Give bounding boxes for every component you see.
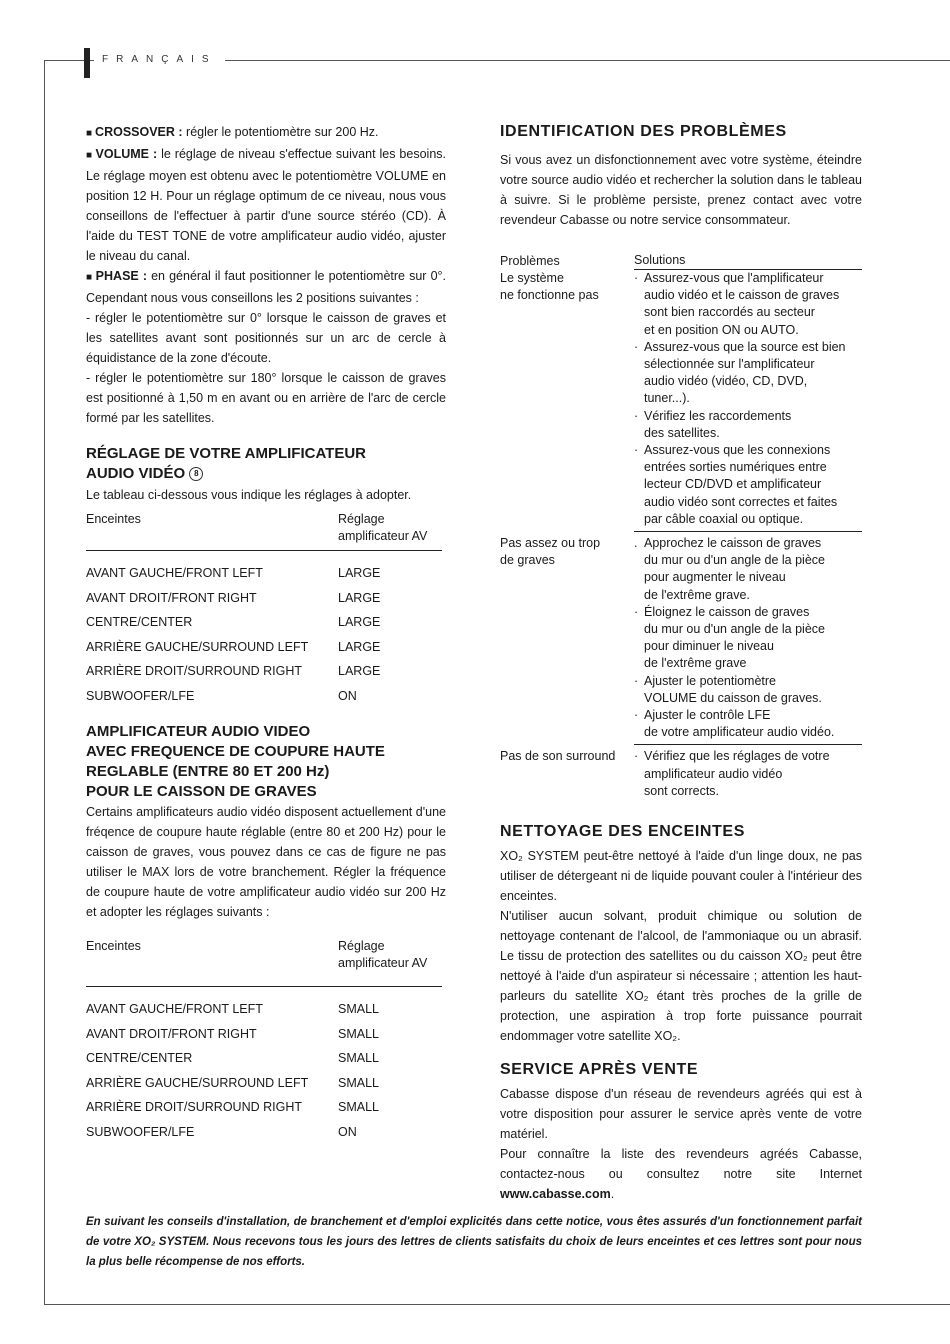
problem-line: Le système	[500, 270, 564, 285]
solution-line: audio vidéo sont correctes et faites	[644, 494, 838, 509]
troubleshooting-table	[500, 252, 862, 800]
table-row	[86, 610, 442, 635]
solution-line: Vérifiez que les réglages de votre	[644, 749, 830, 764]
solution-line: Ajuster le contrôle LFE	[644, 708, 771, 723]
section-title-line: POUR LE CAISSON DE GRAVES	[86, 783, 317, 800]
table-row	[500, 532, 862, 745]
speaker-name-cell: AVANT DROIT/FRONT RIGHT	[86, 590, 257, 605]
speaker-name-cell: SUBWOOFER/LFE	[86, 1124, 195, 1139]
square-bullet-icon: ■	[86, 150, 93, 161]
solution-item	[634, 604, 862, 673]
solution-item	[634, 673, 862, 707]
square-bullet-icon: ■	[86, 128, 93, 139]
solution-line: tuner...).	[644, 391, 690, 406]
setting-value-cell: SMALL	[338, 1075, 379, 1090]
table-row	[86, 1120, 442, 1145]
bullet-dot-icon: ·	[634, 271, 639, 285]
phase-line-2: - régler le potentiomètre sur 180° lorsque le caisson de graves est positionné à 1,50 m en avant ou en arrière de l'arc de cercle formé par les satellites.	[86, 371, 446, 425]
bullet-dot-icon: ·	[634, 673, 639, 688]
solution-line: Approchez le caisson de graves	[644, 536, 822, 551]
solution-line: Éloignez le caisson de graves	[644, 604, 810, 619]
speaker-name-cell: ARRIÈRE GAUCHE/SURROUND LEFT	[86, 639, 309, 654]
solution-line: Assurez-vous que l'amplificateur	[644, 271, 824, 285]
solution-text	[644, 673, 862, 707]
solution-item	[634, 339, 862, 408]
language-label: FRANÇAIS	[94, 49, 225, 71]
solution-text	[644, 339, 862, 408]
setting-value-cell: ON	[338, 1124, 357, 1139]
bullet-dot-icon: ·	[634, 708, 639, 723]
problem-line: de graves	[500, 552, 555, 567]
setting-value-cell: LARGE	[338, 639, 381, 654]
left-column	[86, 122, 446, 1144]
volume-text: le réglage de niveau s'effectue suivant les besoins. Le réglage moyen est obtenu avec le potentiomètre VOLUME en position 12 H. Pour un réglage optimum de ce niveau, nous vous conseillons de l'effectuer à partir d'une source stéréo (CD). À l'aide du TEST TONE de votre amplificateur audio vidéo, ajuster le niveau du canal.	[86, 147, 446, 263]
table-row	[86, 1071, 442, 1096]
setting-value-cell: LARGE	[338, 566, 381, 580]
solution-line: de l'extrême grave.	[644, 587, 750, 602]
table-header-setting	[338, 938, 442, 987]
table-header-setting	[338, 511, 442, 551]
solution-text	[644, 748, 862, 800]
speaker-name-cell: ARRIÈRE GAUCHE/SURROUND LEFT	[86, 1075, 309, 1090]
section-title-service: SERVICE APRÈS VENTE	[500, 1061, 699, 1079]
solution-line: Assurez-vous que la source est bien	[644, 339, 846, 354]
setting-value-cell: LARGE	[338, 664, 381, 678]
crossover-paragraph	[86, 122, 446, 144]
header-line: Réglage	[338, 512, 385, 526]
cleaning-paragraph-2: N'utiliser aucun solvant, produit chimique ou solution de nettoyage contenant de l'alcool, de l'ammoniaque ou un abrasif. Le tissu de protection des satellites ou du caisson XO₂ peut être nettoyé à l'aide d'un aspirateur si nécessaire ; attention les haut-parleurs du satellite XO₂ étant très proches de la grille de protection, une aspiration à trop forte puissance pourrait endommager votre satellite XO₂.	[500, 909, 862, 1044]
table-row	[86, 1022, 442, 1047]
square-bullet-icon: ■	[86, 272, 93, 283]
solution-line: et en position ON ou AUTO.	[644, 322, 799, 337]
table-header-speakers: Enceintes	[86, 512, 141, 526]
problem-line: ne fonctionne pas	[500, 287, 599, 302]
figure-ref-badge: 8	[189, 467, 203, 481]
table-header-speakers: Enceintes	[86, 939, 141, 953]
speaker-name-cell: CENTRE/CENTER	[86, 1051, 193, 1065]
solutions-cell	[634, 270, 862, 532]
table-row	[86, 1046, 442, 1071]
section-title-cleaning: NETTOYAGE DES ENCEINTES	[500, 823, 745, 841]
solution-text	[644, 408, 862, 442]
section-title-line: AMPLIFICATEUR AUDIO VIDEO	[86, 723, 311, 740]
problems-intro: Si vous avez un disfonctionnement avec votre système, éteindre votre source audio vidéo et rechercher la solution dans le tableau à suivre. Si le problème persiste, prenez contact avec votre revendeur Cabasse ou notre service consommateur.	[500, 153, 862, 227]
setting-value-cell: SMALL	[338, 1026, 379, 1041]
speaker-name-cell: CENTRE/CENTER	[86, 615, 193, 629]
solution-item	[634, 748, 862, 800]
solution-item	[634, 535, 862, 604]
solution-line: audio vidéo et le caisson de graves	[644, 288, 840, 303]
table-row	[86, 635, 442, 660]
page-frame-left	[44, 60, 45, 1304]
bullet-dot-icon: ·	[634, 339, 639, 354]
bullet-dot-icon: ·	[634, 443, 639, 458]
solution-item	[634, 408, 862, 442]
service-paragraph-1: Cabasse dispose d'un réseau de revendeurs agréés qui est à votre disposition pour assurer le service après vente de votre matériel.	[500, 1087, 862, 1142]
website-link[interactable]: www.cabasse.com	[500, 1187, 611, 1202]
solution-line: audio vidéo (vidéo, CD, DVD,	[644, 374, 808, 389]
section-title-line: RÉGLAGE DE VOTRE AMPLIFICATEUR	[86, 445, 367, 462]
solution-text	[644, 442, 862, 528]
solution-line: du mur ou d'un angle de la pièce	[644, 622, 825, 637]
setting-value-cell: LARGE	[338, 615, 381, 629]
service-paragraph-2	[500, 1144, 862, 1204]
service-text-end: .	[610, 1187, 615, 1202]
solution-line: par câble coaxial ou optique.	[644, 511, 804, 526]
solution-text	[644, 707, 862, 741]
solution-line: Vérifiez les raccordements	[644, 408, 792, 423]
service-text: Pour connaître la liste des revendeurs agréés Cabasse, contactez-nous ou consultez notre site Internet	[500, 1147, 862, 1182]
problem-cell	[500, 745, 634, 800]
table-row	[86, 586, 442, 611]
solutions-cell	[634, 532, 862, 745]
settings-table-small	[86, 938, 442, 1144]
problem-cell	[500, 532, 634, 745]
section-title-crossover-amp	[86, 722, 446, 802]
section-title-problems: IDENTIFICATION DES PROBLÈMES	[500, 123, 787, 140]
section1-intro: Le tableau ci-dessous vous indique les réglages à adopter.	[86, 488, 412, 502]
volume-paragraph	[86, 144, 446, 266]
volume-label: VOLUME :	[95, 147, 158, 161]
bullet-dot-icon: .	[634, 536, 638, 551]
phase-text: en général il faut positionner le potentiomètre sur 0°. Cependant nous vous conseillons les 2 positions suivantes :	[86, 269, 446, 305]
solution-line: lecteur CD/DVD et amplificateur	[644, 477, 822, 492]
solution-line: de l'extrême grave	[644, 656, 747, 671]
setting-value-cell: SMALL	[338, 1051, 379, 1065]
crossover-label: CROSSOVER :	[95, 125, 183, 139]
problem-line: Pas assez ou trop	[500, 535, 601, 550]
solution-line: des satellites.	[644, 425, 720, 440]
solution-line: sélectionnée sur l'amplificateur	[644, 357, 815, 372]
header-line: Réglage	[338, 939, 385, 953]
speaker-name-cell: AVANT GAUCHE/FRONT LEFT	[86, 1002, 263, 1016]
table-header-problems: Problèmes	[500, 253, 560, 268]
header-line: amplificateur AV	[338, 529, 428, 543]
solution-line: entrées sorties numériques entre	[644, 460, 827, 475]
solution-text	[644, 604, 862, 673]
speaker-name-cell: ARRIÈRE DROIT/SURROUND RIGHT	[86, 664, 302, 678]
phase-line-1: - régler le potentiomètre sur 0° lorsque le caisson de graves et les satellites avant sont positionnés sur un arc de cercle à équidistance de la zone d'écoute.	[86, 311, 446, 365]
setting-value-cell: ON	[338, 688, 357, 703]
section-title-line: AUDIO VIDÉO	[86, 465, 186, 482]
right-column	[500, 122, 862, 1204]
table-row	[86, 987, 442, 1022]
speaker-name-cell: AVANT DROIT/FRONT RIGHT	[86, 1026, 257, 1041]
setting-value-cell: SMALL	[338, 1100, 379, 1114]
table-row	[86, 551, 442, 586]
solution-line: sont corrects.	[644, 783, 720, 798]
solution-item	[634, 707, 862, 741]
cleaning-paragraph-1: XO₂ SYSTEM peut-être nettoyé à l'aide d'un linge doux, ne pas utiliser de détergeant ni de liquide pouvant couler à l'intérieur des enceintes.	[500, 849, 862, 904]
solution-line: du mur ou d'un angle de la pièce	[644, 553, 825, 568]
solution-line: sont bien raccordés au secteur	[644, 305, 815, 320]
section2-body: Certains amplificateurs audio vidéo disposent actuellement d'une fréqence de coupure haute réglable (entre 80 et 200 Hz) pour le caisson de graves, vous pouvez dans ce cas de figure ne pas utiliser le MAX lors de votre branchement. Régler la fréquence de coupure haute de votre amplificateur audio vidéo sur 200 Hz et adopter les réglages suivants :	[86, 805, 446, 919]
solution-line: Ajuster le potentiomètre	[644, 673, 777, 688]
solution-line: VOLUME du caisson de graves.	[644, 690, 822, 705]
bullet-dot-icon: ·	[634, 749, 639, 764]
solution-line: amplificateur audio vidéo	[644, 766, 783, 781]
page-frame-bottom	[44, 1304, 950, 1305]
table-row	[86, 684, 442, 709]
section-title-amp-settings	[86, 444, 446, 484]
setting-value-cell: SMALL	[338, 1002, 379, 1016]
solution-text	[644, 535, 862, 604]
section-title-line: AVEC FREQUENCE DE COUPURE HAUTE	[86, 743, 385, 760]
solution-line: pour diminuer le niveau	[644, 639, 774, 654]
settings-table-large	[86, 511, 442, 708]
problem-line: Pas de son surround	[500, 748, 616, 763]
speaker-name-cell: ARRIÈRE DROIT/SURROUND RIGHT	[86, 1100, 302, 1114]
section-title-line: REGLABLE (ENTRE 80 ET 200 Hz)	[86, 763, 330, 780]
crossover-text: régler le potentiomètre sur 200 Hz.	[186, 125, 379, 139]
table-row	[86, 659, 442, 684]
speaker-name-cell: AVANT GAUCHE/FRONT LEFT	[86, 566, 263, 580]
setting-value-cell: LARGE	[338, 590, 381, 605]
bullet-dot-icon: ·	[634, 604, 639, 619]
phase-label: PHASE :	[95, 269, 147, 283]
footer-note: En suivant les conseils d'installation, de branchement et d'emploi explicités dans cette notice, vous êtes assurés d'un fonctionnement parfait de votre XO₂ SYSTEM. Nous recevons tous les jours des lettres de clients satisfaits du choix de leurs enceintes et ces lettres sont pour nous la plus belle récompense de nos efforts.	[86, 1216, 862, 1268]
phase-paragraph	[86, 266, 446, 308]
problem-cell	[500, 270, 634, 532]
solution-line: de votre amplificateur audio vidéo.	[644, 725, 835, 740]
solution-line: Assurez-vous que les connexions	[644, 443, 831, 458]
solution-item	[634, 442, 862, 528]
solution-text	[644, 270, 862, 339]
language-marker	[84, 48, 90, 78]
table-row	[500, 270, 862, 532]
table-row	[86, 1095, 442, 1120]
bullet-dot-icon: ·	[634, 408, 639, 423]
solution-line: pour augmenter le niveau	[644, 570, 786, 585]
table-row	[500, 745, 862, 800]
speaker-name-cell: SUBWOOFER/LFE	[86, 688, 195, 703]
table-header-solutions: Solutions	[634, 252, 862, 270]
solutions-cell	[634, 745, 862, 800]
header-line: amplificateur AV	[338, 956, 428, 970]
solution-item	[634, 270, 862, 339]
